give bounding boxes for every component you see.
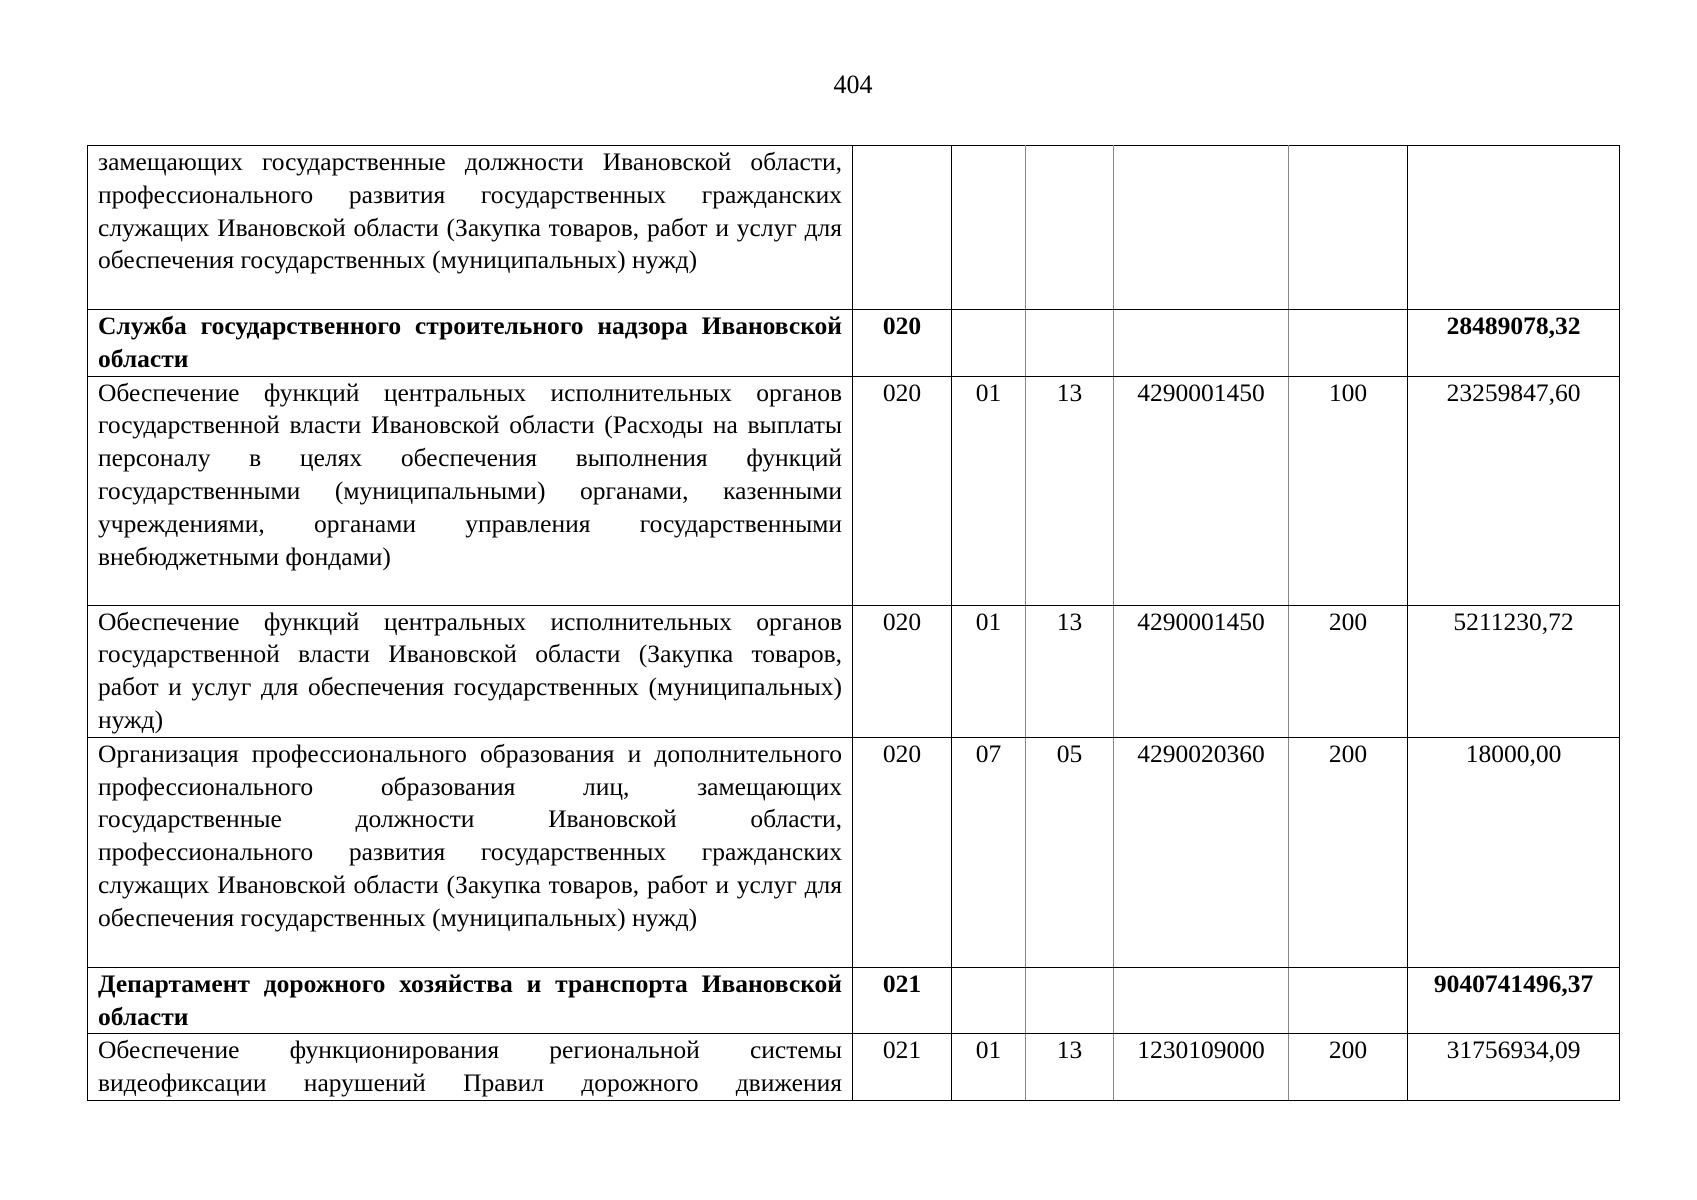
subsection-code: 05	[1026, 737, 1114, 967]
target-article-code: 4290001450	[1114, 376, 1289, 605]
expense-type-code: 100	[1289, 376, 1408, 605]
section-code	[952, 967, 1026, 1034]
section-code	[952, 310, 1026, 377]
gr-code: 021	[853, 1034, 952, 1101]
table-row	[88, 1034, 1620, 1101]
section-code: 07	[952, 737, 1026, 967]
expense-type-code	[1289, 967, 1408, 1034]
gr-code: 020	[853, 605, 952, 737]
section-code: 01	[952, 605, 1026, 737]
subsection-code	[1026, 310, 1114, 377]
row-description: Обеспечение функций центральных исполнительных органов государственной власти Ивановской области (Закупка товаров, работ и услуг для обеспечения государственных (муниципальных) нужд)	[88, 605, 853, 737]
table-row	[88, 310, 1620, 377]
table-row	[88, 605, 1620, 737]
budget-table	[87, 145, 1620, 1101]
expense-type-code: 200	[1289, 737, 1408, 967]
section-code: 01	[952, 1034, 1026, 1101]
table-row	[88, 967, 1620, 1034]
gr-code: 020	[853, 737, 952, 967]
row-description: Департамент дорожного хозяйства и транспорта Ивановской области	[88, 967, 853, 1034]
row-description: Организация профессионального образования и дополнительного профессионального образования лиц, замещающих государственные должности Ивановской области, профессионального развития государственных гражданских служащих Ивановской области (Закупка товаров, работ и услуг для обеспечения государственных (муниципальных) нужд)	[88, 737, 853, 967]
expense-type-code: 200	[1289, 605, 1408, 737]
subsection-code	[1026, 146, 1114, 310]
gr-code	[853, 146, 952, 310]
row-description: Служба государственного строительного надзора Ивановской области	[88, 310, 853, 377]
amount: 18000,00	[1408, 737, 1620, 967]
table-row	[88, 146, 1620, 310]
expense-type-code	[1289, 310, 1408, 377]
target-article-code: 4290001450	[1114, 605, 1289, 737]
table-row	[88, 737, 1620, 967]
section-code: 01	[952, 376, 1026, 605]
row-description: Обеспечение функционирования региональной системы видеофиксации нарушений Правил дорожного движения	[88, 1034, 853, 1101]
target-article-code	[1114, 146, 1289, 310]
expense-type-code	[1289, 146, 1408, 310]
page-number: 404	[833, 70, 873, 99]
target-article-code	[1114, 310, 1289, 377]
section-code	[952, 146, 1026, 310]
target-article-code: 4290020360	[1114, 737, 1289, 967]
expense-type-code: 200	[1289, 1034, 1408, 1101]
table-row	[88, 376, 1620, 605]
target-article-code	[1114, 967, 1289, 1034]
subsection-code	[1026, 967, 1114, 1034]
gr-code: 021	[853, 967, 952, 1034]
amount: 9040741496,37	[1408, 967, 1620, 1034]
amount: 23259847,60	[1408, 376, 1620, 605]
target-article-code: 1230109000	[1114, 1034, 1289, 1101]
subsection-code: 13	[1026, 376, 1114, 605]
amount: 5211230,72	[1408, 605, 1620, 737]
amount	[1408, 146, 1620, 310]
gr-code: 020	[853, 310, 952, 377]
amount: 28489078,32	[1408, 310, 1620, 377]
row-description: замещающих государственные должности Ивановской области, профессионального развития государственных гражданских служащих Ивановской области (Закупка товаров, работ и услуг для обеспечения государственных (муниципальных) нужд)	[88, 146, 853, 310]
subsection-code: 13	[1026, 605, 1114, 737]
gr-code: 020	[853, 376, 952, 605]
subsection-code: 13	[1026, 1034, 1114, 1101]
amount: 31756934,09	[1408, 1034, 1620, 1101]
row-description: Обеспечение функций центральных исполнительных органов государственной власти Ивановской области (Расходы на выплаты персоналу в целях обеспечения выполнения функций государственными (муниципальными) органами, казенными учреждениями, органами управления государственными внебюджетными фондами)	[88, 376, 853, 605]
